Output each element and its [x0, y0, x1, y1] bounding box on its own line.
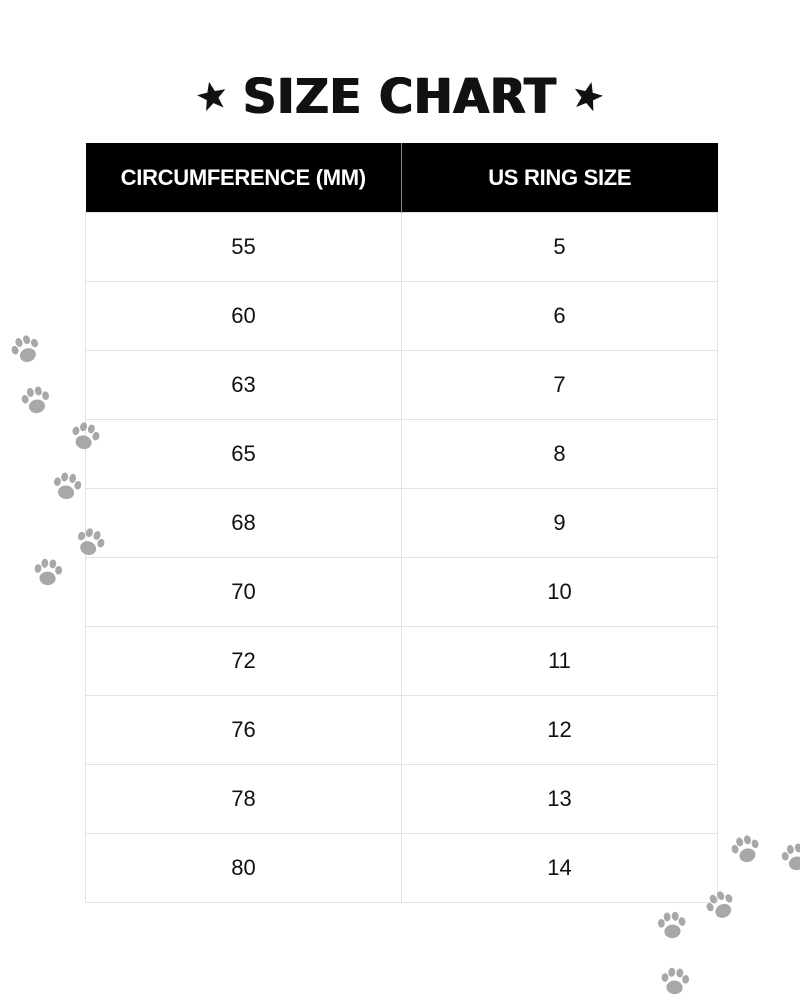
- circumference-cell: 76: [86, 696, 402, 765]
- circumference-cell: 55: [86, 213, 402, 282]
- paw-print-icon: [28, 553, 67, 592]
- header-circumference: CIRCUMFERENCE (MM): [86, 143, 402, 213]
- ring-size-cell: 13: [402, 765, 718, 834]
- table-row: [86, 558, 718, 627]
- table-row: [86, 834, 718, 903]
- circumference-cell: 60: [86, 282, 402, 351]
- paw-print-icon: [15, 380, 57, 422]
- circumference-cell: 68: [86, 489, 402, 558]
- star-icon: [571, 79, 605, 113]
- circumference-cell: 80: [86, 834, 402, 903]
- star-icon: [195, 79, 229, 113]
- table-row: [86, 489, 718, 558]
- table-row: [86, 696, 718, 765]
- circumference-cell: 63: [86, 351, 402, 420]
- ring-size-cell: 7: [402, 351, 718, 420]
- size-table: [85, 143, 718, 903]
- paw-print-icon: [655, 962, 694, 1000]
- table-row: [86, 282, 718, 351]
- paw-print-icon: [3, 327, 49, 373]
- ring-size-cell: 5: [402, 213, 718, 282]
- page-title: SIZE CHART: [243, 67, 557, 125]
- ring-size-cell: 9: [402, 489, 718, 558]
- table-row: [86, 351, 718, 420]
- ring-size-cell: 14: [402, 834, 718, 903]
- paw-print-icon: [46, 466, 88, 508]
- ring-size-cell: 8: [402, 420, 718, 489]
- circumference-cell: 70: [86, 558, 402, 627]
- table-row: [86, 420, 718, 489]
- circumference-cell: 78: [86, 765, 402, 834]
- table-row: [86, 765, 718, 834]
- title-bar: [0, 66, 800, 126]
- table-header-row: [86, 143, 718, 213]
- ring-size-cell: 6: [402, 282, 718, 351]
- ring-size-cell: 12: [402, 696, 718, 765]
- paw-print-icon: [724, 828, 768, 872]
- table-row: [86, 213, 718, 282]
- paw-print-icon: [775, 837, 800, 879]
- ring-size-cell: 11: [402, 627, 718, 696]
- table-row: [86, 627, 718, 696]
- paw-print-icon: [652, 906, 691, 945]
- circumference-cell: 65: [86, 420, 402, 489]
- circumference-cell: 72: [86, 627, 402, 696]
- ring-size-cell: 10: [402, 558, 718, 627]
- header-us-ring-size: US RING SIZE: [402, 143, 718, 213]
